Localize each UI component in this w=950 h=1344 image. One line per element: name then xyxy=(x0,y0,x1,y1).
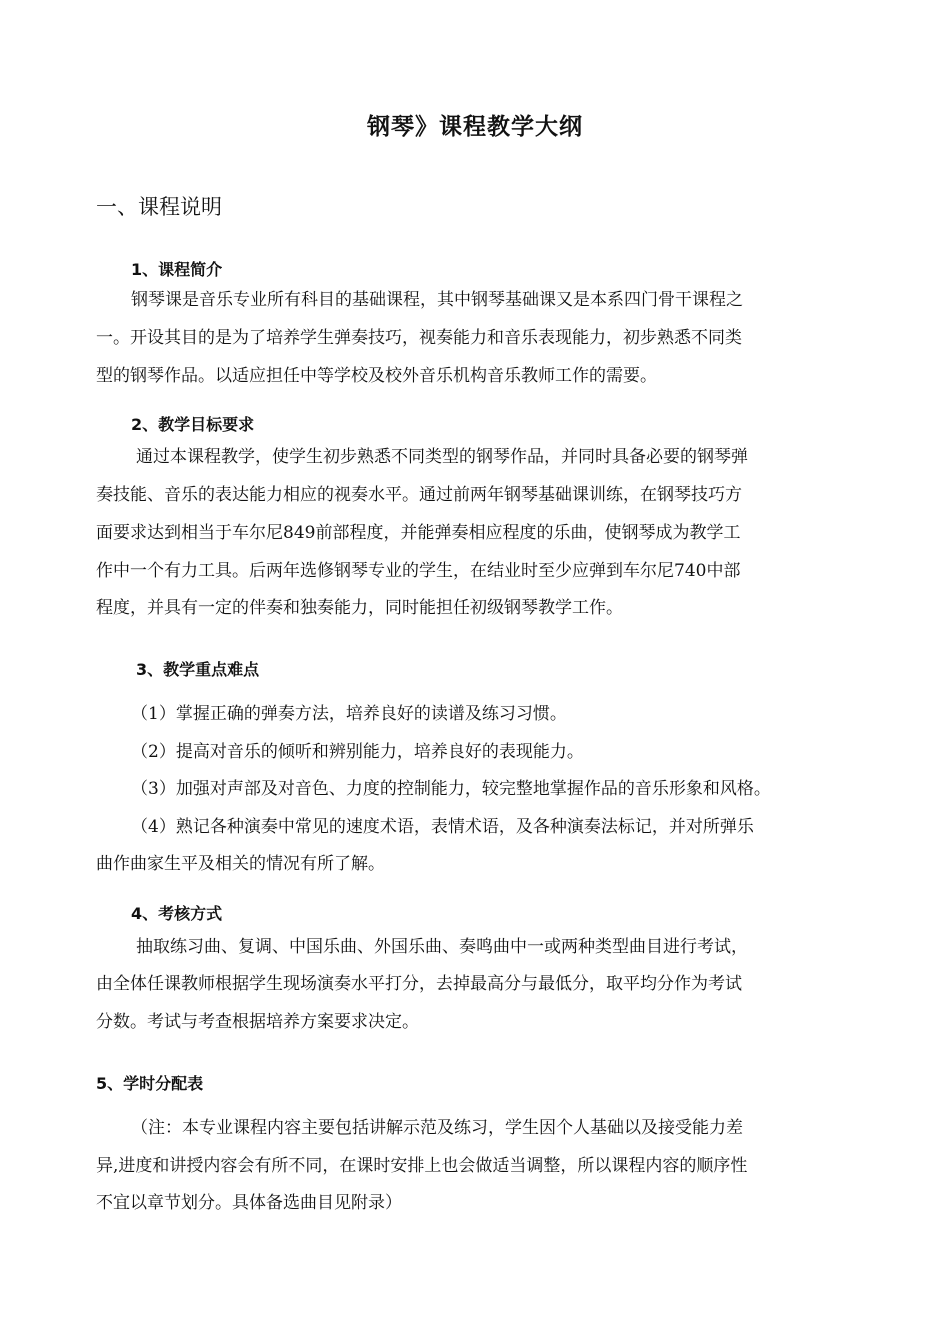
list-item: （4）熟记各种演奏中常见的速度术语，表情术语，及各种演奏法标记，并对所弹乐 xyxy=(131,817,754,837)
paragraph-line: 分数。考试与考查根据培养方案要求决定。 xyxy=(96,1012,419,1032)
subheading-key-points: 3、教学重点难点 xyxy=(136,660,260,679)
paragraph-line: 钢琴课是音乐专业所有科目的基础课程，其中钢琴基础课又是本系四门骨干课程之 xyxy=(131,290,743,310)
subheading-course-intro: 1、课程简介 xyxy=(131,260,223,279)
paragraph-line: 一。开设其目的是为了培养学生弹奏技巧，视奏能力和音乐表现能力，初步熟悉不同类 xyxy=(96,328,742,348)
list-item: （2）提高对音乐的倾听和辨别能力，培养良好的表现能力。 xyxy=(131,742,584,762)
subheading-hours-table: 5、学时分配表 xyxy=(96,1074,204,1093)
paragraph-line: 面要求达到相当于车尔尼849前部程度，并能弹奏相应程度的乐曲，使钢琴成为教学工 xyxy=(96,523,741,543)
paragraph-line: 奏技能、音乐的表达能力相应的视奏水平。通过前两年钢琴基础课训练，在钢琴技巧方 xyxy=(96,485,742,505)
paragraph-line: 程度，并具有一定的伴奏和独奏能力，同时能担任初级钢琴教学工作。 xyxy=(96,598,623,618)
paragraph-line: 抽取练习曲、复调、中国乐曲、外国乐曲、奏鸣曲中一或两种类型曲目进行考试， xyxy=(136,937,748,957)
list-item: （3）加强对声部及对音色、力度的控制能力，较完整地掌握作品的音乐形象和风格。 xyxy=(131,779,771,799)
paragraph-line: （注：本专业课程内容主要包括讲解示范及练习，学生因个人基础以及接受能力差 xyxy=(131,1118,743,1138)
list-item-continuation: 曲作曲家生平及相关的情况有所了解。 xyxy=(96,854,385,874)
paragraph-line: 通过本课程教学，使学生初步熟悉不同类型的钢琴作品，并同时具备必要的钢琴弹 xyxy=(136,447,748,467)
paragraph-line: 作中一个有力工具。后两年选修钢琴专业的学生，在结业时至少应弹到车尔尼740中部 xyxy=(96,561,741,581)
paragraph-line: 异,进度和讲授内容会有所不同，在课时安排上也会做适当调整，所以课程内容的顺序性 xyxy=(96,1156,748,1176)
document-title: 钢琴》课程教学大纲 xyxy=(367,114,583,140)
paragraph-line: 不宜以章节划分。具体备选曲目见附录） xyxy=(96,1193,402,1213)
paragraph-line: 由全体任课教师根据学生现场演奏水平打分，去掉最高分与最低分，取平均分作为考试 xyxy=(96,974,742,994)
subheading-assessment: 4、考核方式 xyxy=(131,904,223,923)
section-heading-course-description: 一、课程说明 xyxy=(96,195,222,219)
subheading-teaching-goals: 2、教学目标要求 xyxy=(131,415,255,434)
list-item: （1）掌握正确的弹奏方法，培养良好的读谱及练习习惯。 xyxy=(131,704,567,724)
paragraph-line: 型的钢琴作品。以适应担任中等学校及校外音乐机构音乐教师工作的需要。 xyxy=(96,366,657,386)
